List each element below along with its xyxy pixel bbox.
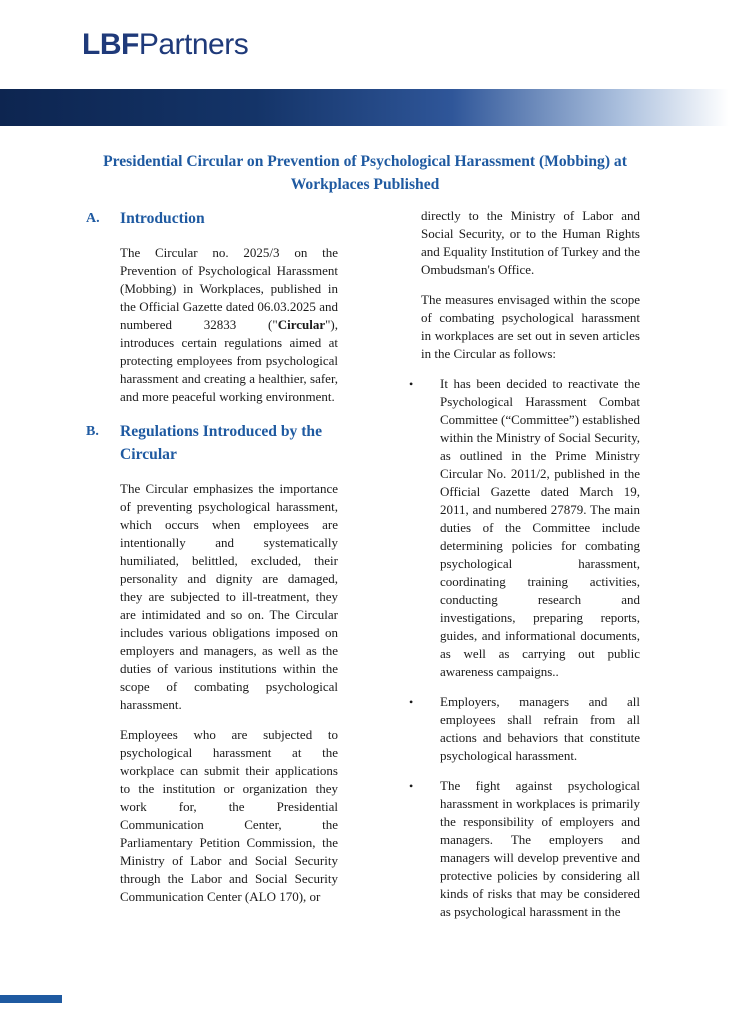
section-b-heading xyxy=(86,420,338,466)
section-b-title: Regulations Introduced by the Circular xyxy=(120,423,323,463)
footer-accent-bar xyxy=(0,995,62,1003)
bullet-icon: • xyxy=(409,779,414,793)
section-a-title: Introduction xyxy=(120,210,205,227)
list-item xyxy=(409,375,641,681)
section-b-paragraph-2: Employees who are subjected to psychological harassment at the workplace can submit their applications to the institution or organization they work for, the Presidential Communication Center, the Parliamentary Petition Commission, the Ministry of Labor and Social Security through the Labor and Social Security Communication Center (ALO 170), or xyxy=(120,727,338,904)
header-banner xyxy=(0,89,729,126)
section-b-letter: B. xyxy=(86,424,99,439)
company-logo xyxy=(82,28,248,62)
circular-term: Circular xyxy=(277,317,326,332)
bullet-icon: • xyxy=(409,695,414,709)
section-a-paragraph xyxy=(120,244,338,406)
right-paragraph-1: directly to the Ministry of Labor and Social Security, or to the Human Rights and Equality Institution of Turkey and the Ombudsman's Office. xyxy=(421,208,640,277)
logo-light-text: Partners xyxy=(138,28,249,61)
para-text: "), introduces certain regulations aimed at protecting employees from psychological harassment and creating a healthier, safer, and more peaceful working environment. xyxy=(120,317,338,404)
list-item-text: Employers, managers and all employees shall refrain from all actions and behaviors that constitute psychological harassment. xyxy=(440,694,640,763)
para-text: The Circular no. 2025/3 on the Prevention of Psychological Harassment (Mobbing) in Workplaces, published in the Official Gazette dated 06.03.2025 and numbered 32833 (" xyxy=(120,245,338,332)
right-paragraph-2: The measures envisaged within the scope of combating psychological harassment in workplaces are set out in seven articles in the Circular as follows: xyxy=(421,292,640,361)
section-b-paragraph-1: The Circular emphasizes the importance of preventing psychological harassment, which occurs when employees are intentionally and systematically humiliated, belittled, excluded, their personality and dignity are damaged, they are subjected to ill-treatment, they are intimidated and so on. The Circular includes various obligations imposed on employers and managers, as well as the duties of various institutions within the scope of combating psychological harassment. xyxy=(120,481,338,712)
section-a-letter: A. xyxy=(86,211,100,226)
left-column xyxy=(86,207,338,918)
bullet-icon: • xyxy=(409,377,414,391)
right-column xyxy=(409,207,641,933)
document-title: Presidential Circular on Prevention of Psychological Harassment (Mobbing) at Workplaces Published xyxy=(103,153,627,193)
list-item-text: It has been decided to reactivate the Psychological Harassment Combat Committee (“Committee”) established within the Ministry of Social Security, as outlined in the Prime Ministry Circular No. 2011/2, published in the Official Gazette dated March 19, 2011, and numbered 27879. The main duties of the Committee include determining policies for combating psychological harassment, coordinating training activities, conducting research and investigations, preparing reports, guides, and informational documents, as well as carrying out public awareness campaigns.. xyxy=(440,376,641,679)
list-item-text: The fight against psychological harassment in workplaces is primarily the responsibility of employers and managers. The employers and managers will develop preventive and protective policies by considering all kinds of risks that may be considered as psychological harassment in the xyxy=(440,778,640,919)
section-a-heading xyxy=(86,207,338,230)
list-item xyxy=(409,693,640,765)
logo-bold-text: LBF xyxy=(82,28,139,61)
list-item xyxy=(409,777,640,921)
measures-list xyxy=(409,375,641,921)
